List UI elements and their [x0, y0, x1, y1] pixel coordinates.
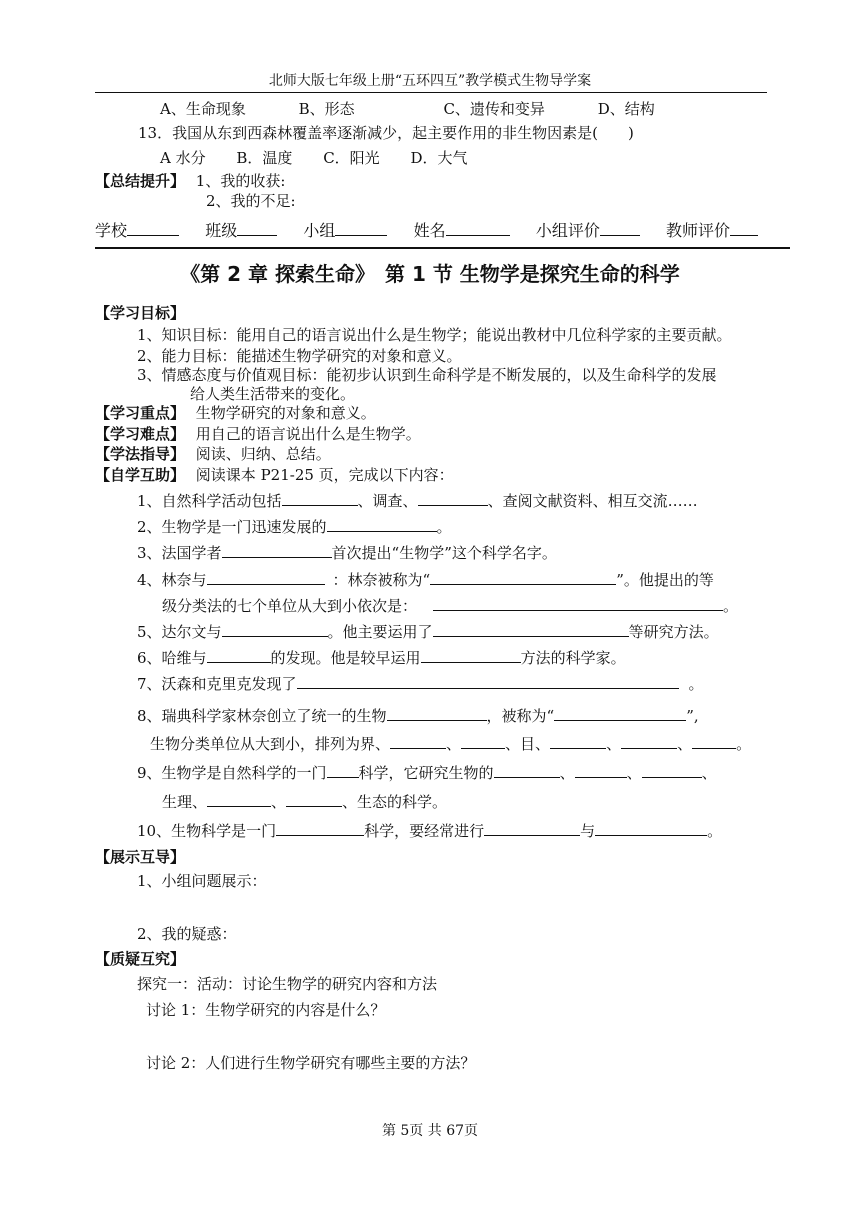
q5-text-a: 5、达尔文与 [137, 623, 222, 641]
q13-options [160, 147, 468, 168]
q4-text-a: 4、林奈与 [137, 571, 207, 589]
q4-text-d: 级分类法的七个单位从大到小依次是： [162, 597, 418, 615]
objective-3-cont: 给人类生活带来的变化。 [190, 385, 356, 403]
q9-blank-1[interactable] [327, 763, 359, 778]
explore-1: 探究一：活动：讨论生物学的研究内容和方法 [137, 975, 438, 993]
q3-blank-1[interactable] [222, 543, 332, 558]
q8-text-a: 8、瑞典科学家林奈创立了统一的生物 [137, 707, 387, 725]
q13-option-d: D．大气 [410, 149, 468, 167]
question-2 [137, 516, 452, 537]
q9-blank-4[interactable] [642, 763, 702, 778]
method-label: 【学法指导】 [95, 445, 186, 463]
difficulty-row [95, 423, 421, 444]
q13-option-a: A 水分 [160, 149, 206, 167]
q8-blank-1[interactable] [387, 706, 487, 721]
q9-blank-2[interactable] [494, 763, 560, 778]
q10-text-d: 。 [707, 822, 723, 840]
q3-text-a: 3、法国学者 [137, 544, 222, 562]
eval-group-field[interactable] [335, 221, 387, 236]
eval-school-label: 学校 [95, 221, 128, 240]
discussion-2: 讨论 2：人们进行生物学研究有哪些主要的方法？ [146, 1054, 476, 1072]
q4-text-c: ”。他提出的等 [616, 571, 714, 589]
q2-text-a: 2、生物学是一门迅速发展的 [137, 518, 327, 536]
q8-sep-3: 、 [606, 735, 622, 753]
q9-sep-4: 、 [271, 793, 287, 811]
objectives-label: 【学习目标】 [95, 304, 186, 322]
q10-text-c: 与 [580, 822, 596, 840]
eval-class-label: 班级 [205, 221, 238, 240]
question-1 [137, 490, 698, 511]
focus-label: 【学习重点】 [95, 404, 186, 422]
q13-option-b: B．温度 [236, 149, 293, 167]
q9-text-d: 、生态的科学。 [342, 793, 448, 811]
q12-option-d: D、结构 [597, 100, 655, 118]
q4-text-e: 。 [723, 597, 739, 615]
question-5 [137, 621, 719, 642]
method-row [95, 443, 331, 464]
q8-text-e: 目、 [520, 735, 551, 753]
q9-sep-3: 、 [701, 764, 717, 782]
q1-text-a: 1、自然科学活动包括 [137, 492, 282, 510]
q5-text-c: 等研究方法。 [628, 623, 719, 641]
q8-blank-6[interactable] [621, 734, 677, 749]
q1-blank-2[interactable] [418, 491, 488, 506]
q8-end: 。 [736, 735, 752, 753]
q13-option-c: C．阳光 [323, 149, 380, 167]
discussion-1: 讨论 1：生物学研究的内容是什么？ [146, 1001, 386, 1019]
eval-group-score-label: 小组评价 [535, 221, 600, 240]
q9-blank-5[interactable] [207, 792, 271, 807]
q12-options [160, 98, 655, 119]
objective-3: 3、情感态度与价值观目标：能初步认识到生命科学是不断发展的，以及生命科学的发展 [137, 366, 717, 384]
q8-blank-4[interactable] [461, 734, 505, 749]
eval-teacher-score-field[interactable] [730, 221, 758, 236]
q8-blank-7[interactable] [692, 734, 736, 749]
question-10 [137, 820, 722, 841]
q10-blank-2[interactable] [484, 821, 580, 836]
eval-group-label: 小组 [303, 221, 336, 240]
q8-text-b: ，被称为“ [486, 707, 555, 725]
q9-text-a: 9、生物学是自然科学的一门 [137, 764, 327, 782]
self-study-label: 【自学互助】 [95, 466, 186, 484]
q8-sep-2: 、 [505, 735, 521, 753]
q1-blank-1[interactable] [282, 491, 358, 506]
q8-blank-3[interactable] [390, 734, 446, 749]
q5-text-b: 。他主要运用了 [327, 623, 433, 641]
display-item-2: 2、我的疑惑： [137, 925, 237, 943]
q8-text-d: 生物分类单位从大到小，排列为界、 [150, 735, 391, 753]
summary-label: 【总结提升】 [95, 172, 186, 190]
evaluation-row [95, 218, 758, 241]
summary-item-2: 2、我的不足: [206, 192, 296, 210]
q4-blank-1[interactable] [207, 570, 325, 585]
question-7 [137, 673, 704, 694]
question-4 [137, 569, 714, 590]
q1-text-b: 、调查、 [357, 492, 418, 510]
display-label: 【展示互导】 [95, 848, 186, 866]
eval-name-label: 姓名 [413, 221, 446, 240]
eval-name-field[interactable] [446, 221, 510, 236]
summary-item-1: 1、我的收获: [195, 172, 286, 190]
page-title: 《第 2 章 探索生命》 第 1 节 生物学是探究生命的科学 [180, 262, 680, 286]
question-8-cont [150, 733, 751, 754]
page-header: 北师大版七年级上册“五环四互”教学模式生物导学案 [268, 73, 592, 89]
q5-blank-2[interactable] [433, 622, 629, 637]
q2-text-b: 。 [436, 518, 452, 536]
q9-blank-6[interactable] [286, 792, 342, 807]
q6-blank-1[interactable] [207, 648, 271, 663]
q5-blank-1[interactable] [222, 622, 328, 637]
q6-text-c: 方法的科学家。 [520, 649, 626, 667]
q4-text-b: ：林奈被称为“ [332, 571, 431, 589]
q9-sep-2: 、 [626, 764, 642, 782]
q10-text-a: 10、生物科学是一门 [137, 822, 277, 840]
self-study-row [95, 464, 454, 485]
question-4-cont [162, 595, 738, 616]
q8-sep-1: 、 [446, 735, 462, 753]
eval-class-field[interactable] [237, 221, 277, 236]
q8-sep-4: 、 [677, 735, 693, 753]
question-9 [137, 762, 717, 783]
q12-option-c: C、遗传和变异 [443, 100, 545, 118]
objective-1: 1、知识目标：能用自己的语言说出什么是生物学；能说出教材中几位科学家的主要贡献。 [137, 326, 732, 344]
q6-blank-2[interactable] [421, 648, 521, 663]
question-3 [137, 542, 557, 563]
q4-blank-2[interactable] [430, 570, 616, 585]
question-9-cont [162, 791, 447, 812]
q1-text-c: 、查阅文献资料、相互交流…… [487, 492, 698, 510]
q6-text-b: 的发现。他是较早运用 [270, 649, 421, 667]
q6-text-a: 6、哈维与 [137, 649, 207, 667]
q12-option-a: A、生命现象 [160, 100, 246, 118]
q4-blank-3[interactable] [433, 596, 723, 611]
q9-blank-3[interactable] [575, 763, 627, 778]
focus-row [95, 402, 376, 423]
q8-blank-5[interactable] [550, 734, 606, 749]
q7-text-a: 7、沃森和克里克发现了 [137, 675, 297, 693]
q2-blank-1[interactable] [327, 517, 437, 532]
self-study-intro: 阅读课本 P21-25 页，完成以下内容： [195, 466, 454, 484]
eval-teacher-score-label: 教师评价 [666, 221, 731, 240]
q13-text: 13．我国从东到西森林覆盖率逐渐减少，起主要作用的非生物因素是( ) [138, 124, 634, 142]
summary-row-1 [95, 170, 285, 191]
objective-2: 2、能力目标：能描述生物学研究的对象和意义。 [137, 347, 462, 365]
q10-blank-3[interactable] [595, 821, 707, 836]
section-divider [95, 247, 790, 249]
eval-school-field[interactable] [127, 221, 179, 236]
q10-text-b: 科学，要经常进行 [364, 822, 485, 840]
focus-text: 生物学研究的对象和意义。 [195, 404, 376, 422]
q8-text-c: ”, [686, 707, 699, 725]
question-6 [137, 647, 626, 668]
method-text: 阅读、归纳、总结。 [195, 445, 331, 463]
inquiry-label: 【质疑互究】 [95, 950, 186, 968]
difficulty-label: 【学习难点】 [95, 425, 186, 443]
display-item-1: 1、小组问题展示： [137, 872, 267, 890]
q7-text-b: 。 [688, 675, 704, 693]
q9-text-b: 科学，它研究生物的 [358, 764, 494, 782]
q7-blank-1[interactable] [297, 674, 679, 689]
q9-sep-1: 、 [559, 764, 575, 782]
q3-text-b: 首次提出“生物学”这个科学名字。 [331, 544, 557, 562]
eval-group-score-field[interactable] [600, 221, 640, 236]
q9-text-c: 生理、 [162, 793, 208, 811]
header-rule [95, 92, 767, 93]
difficulty-text: 用自己的语言说出什么是生物学。 [195, 425, 421, 443]
q8-blank-2[interactable] [554, 706, 686, 721]
question-8 [137, 705, 699, 726]
q10-blank-1[interactable] [276, 821, 364, 836]
q12-option-b: B、形态 [298, 100, 355, 118]
page-footer: 第 5页 共 67页 [381, 1123, 479, 1139]
